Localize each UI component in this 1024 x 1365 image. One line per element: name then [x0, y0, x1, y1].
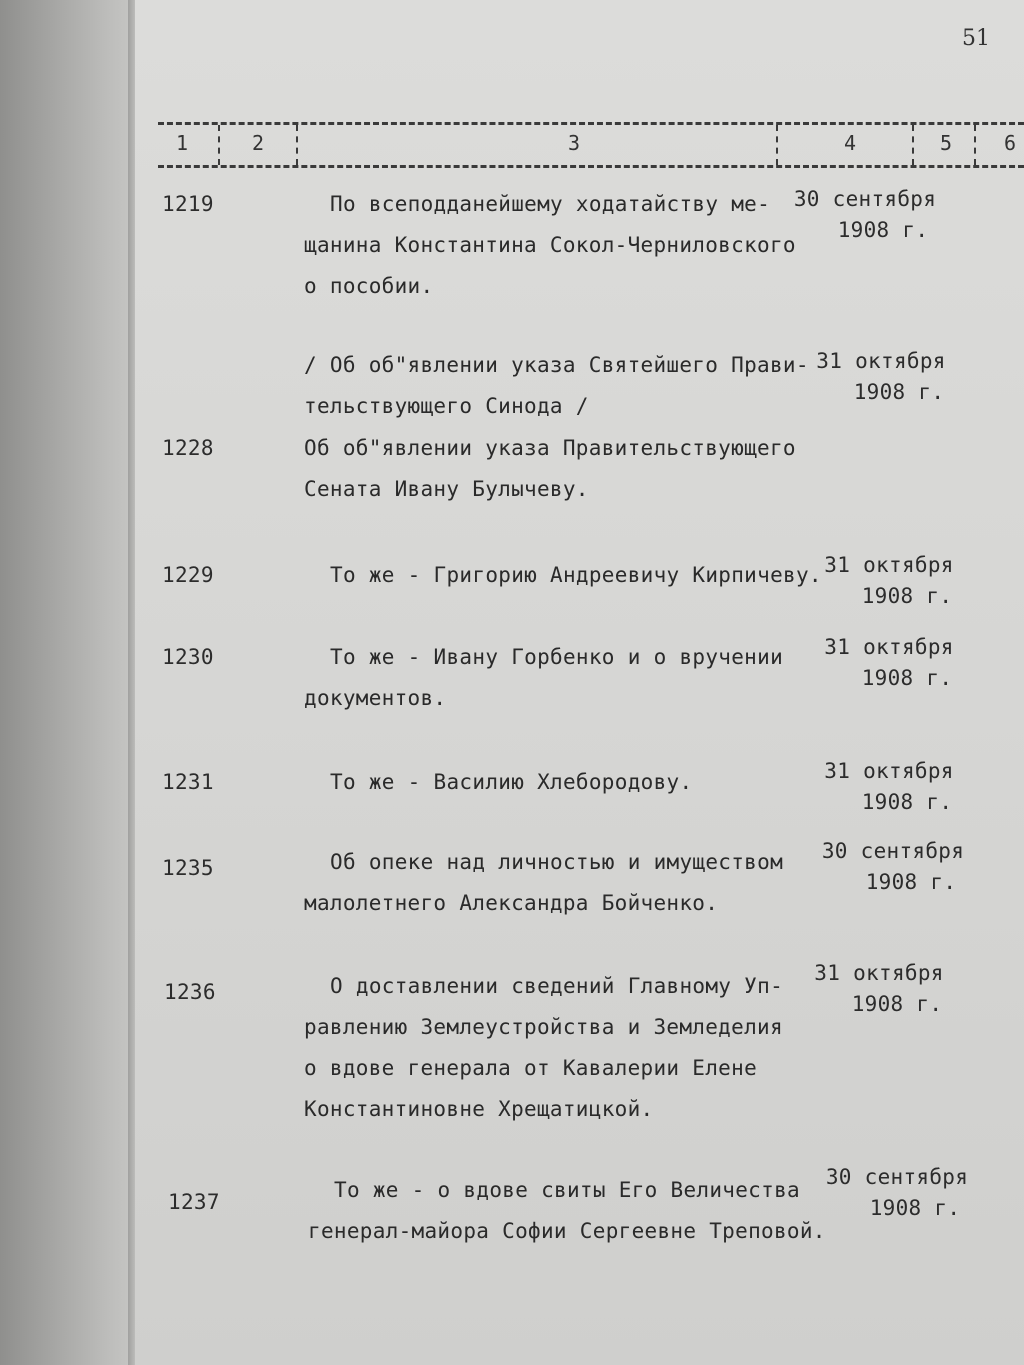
entry-text [304, 762, 692, 803]
entry-date-year: 1908 г. [869, 1196, 961, 1220]
entry-text [304, 184, 796, 307]
entry-date-year: 1908 г. [853, 380, 945, 404]
entry-date-year: 1908 г. [837, 218, 929, 242]
entry-line: документов. [304, 686, 447, 710]
entry-date-year: 1908 г. [861, 666, 953, 690]
header-col-5: 5 [940, 131, 953, 155]
header-col-1: 1 [176, 131, 189, 155]
entry-text [304, 842, 783, 924]
header-col-3: 3 [568, 131, 581, 155]
entry-date-day: 31 октября [816, 349, 946, 373]
entry-line: малолетнего Александра Бойченко. [304, 891, 719, 915]
entry-number: 1236 [164, 980, 216, 1004]
entry-line: То же - Григорию Андреевичу Кирпичеву. [330, 563, 822, 587]
entry-number: 1228 [162, 436, 214, 460]
book-spine [0, 0, 135, 1365]
entry-date-day: 31 октября [824, 553, 954, 577]
header-divider [218, 125, 220, 165]
entry-date-day: 31 октября [824, 635, 954, 659]
entry-date-day: 30 сентября [821, 839, 965, 863]
entry-date [804, 958, 954, 1020]
entry-line: генерал-майора Софии Сергеевне Треповой. [308, 1219, 826, 1243]
entry-date-year: 1908 г. [865, 870, 957, 894]
entry-text [308, 1170, 826, 1252]
entry-date [822, 1162, 972, 1224]
entry-line: Об опеке над личностью и имуществом [330, 850, 784, 874]
entry-date [814, 550, 964, 612]
page-number: 51 [962, 26, 990, 51]
entry-line: о пособии. [304, 274, 434, 298]
entry-line: По всеподданейшему ходатайству ме- [330, 192, 771, 216]
entry-line: Об об"явлении указа Правительствующего [304, 436, 796, 460]
entry-line: щанина Константина Сокол-Черниловского [304, 233, 796, 257]
entry-text [304, 966, 783, 1130]
entry-number: 1231 [162, 770, 214, 794]
entry-date-year: 1908 г. [861, 584, 953, 608]
entry-text [304, 555, 822, 596]
header-divider [912, 125, 914, 165]
entry-line: равлению Землеустройства и Земледелия [304, 1015, 783, 1039]
entry-text [304, 345, 809, 427]
entry-line: То же - Ивану Горбенко и о вручении [330, 645, 784, 669]
entry-number: 1219 [162, 192, 214, 216]
entry-line: О доставлении сведений Главному Уп- [330, 974, 784, 998]
header-col-4: 4 [844, 131, 857, 155]
entry-line: о вдове генерала от Кавалерии Елене [304, 1056, 758, 1080]
header-divider [296, 125, 298, 165]
entry-date [814, 756, 964, 818]
entry-number: 1229 [162, 563, 214, 587]
entry-date [814, 632, 964, 694]
entry-date-year: 1908 г. [861, 790, 953, 814]
entry-line: Сената Ивану Булычеву. [304, 477, 589, 501]
entry-number: 1235 [162, 856, 214, 880]
entry-text [304, 428, 796, 510]
entry-date-day: 31 октября [814, 961, 944, 985]
entry-date-day: 31 октября [824, 759, 954, 783]
header-col-2: 2 [252, 131, 265, 155]
header-divider [776, 125, 778, 165]
entry-line: тельствующего Синода / [304, 394, 589, 418]
entry-date [818, 836, 968, 898]
entry-line: То же - Василию Хлебородову. [330, 770, 693, 794]
entry-date-day: 30 сентября [825, 1165, 969, 1189]
entry-date-day: 30 сентября [793, 187, 937, 211]
entry-date-year: 1908 г. [851, 992, 943, 1016]
entry-date [806, 346, 956, 408]
entry-line: / Об об"явлении указа Святейшего Прави- [304, 353, 809, 377]
entry-line: То же - о вдове свиты Его Величества [334, 1178, 800, 1202]
entry-date [790, 184, 940, 246]
entry-line: Константиновне Хрещатицкой. [304, 1097, 654, 1121]
entry-number: 1230 [162, 645, 214, 669]
header-divider [974, 125, 976, 165]
header-col-6: 6 [1004, 131, 1017, 155]
entry-text [304, 637, 783, 719]
table-header [158, 122, 1024, 168]
entry-number: 1237 [168, 1190, 220, 1214]
